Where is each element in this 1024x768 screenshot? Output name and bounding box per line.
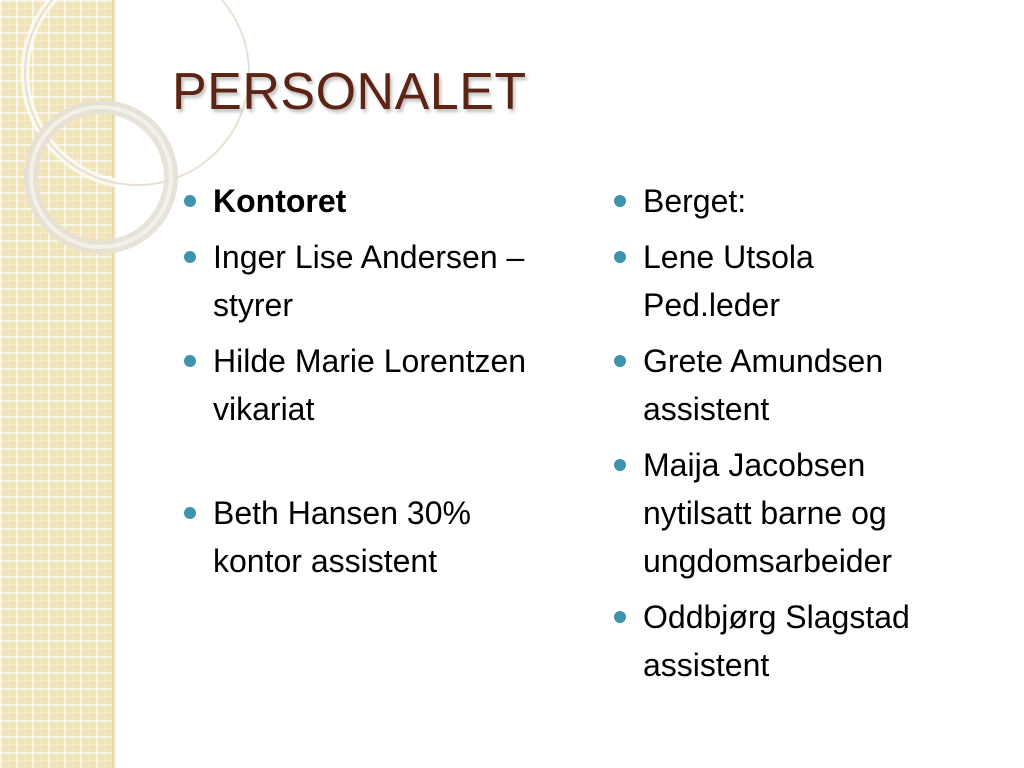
left-bullet-list — [184, 177, 544, 593]
decorative-side-strip — [0, 0, 112, 768]
bullet-dot-icon — [614, 459, 626, 471]
list-item-text: Inger Lise Andersen – styrer — [213, 239, 525, 323]
list-item-text: Grete Amundsen assistent — [643, 343, 884, 427]
list-item-kontoret — [184, 177, 544, 225]
bullet-dot-icon — [614, 195, 626, 207]
list-item-hilde-marie-lorentzen — [184, 337, 544, 433]
side-strip-edge — [112, 0, 116, 768]
list-item-grete-amundsen — [614, 337, 954, 433]
bullet-dot-icon — [184, 251, 196, 263]
list-item-inger-lise-andersen — [184, 233, 544, 329]
list-item-lene-utsola — [614, 233, 954, 329]
list-item-beth-hansen — [184, 489, 544, 585]
list-item-text: Lene Utsola Ped.leder — [643, 239, 814, 323]
list-item-text: Oddbjørg Slagstad assistent — [643, 599, 910, 683]
bullet-dot-icon — [184, 355, 196, 367]
list-item-oddbjorg-slagstad — [614, 593, 954, 689]
bullet-dot-icon — [614, 611, 626, 623]
list-item-text: Berget: — [643, 183, 747, 219]
bullet-dot-icon — [184, 507, 196, 519]
list-item-text: Beth Hansen 30% kontor assistent — [213, 495, 471, 579]
list-item-text: Maija Jacobsen nytilsatt barne og ungdomsarbeider — [643, 447, 893, 579]
bullet-dot-icon — [614, 251, 626, 263]
list-item-maija-jacobsen — [614, 441, 954, 585]
slide-title: PERSONALET — [172, 63, 527, 121]
list-item-text: Kontoret — [213, 183, 347, 219]
bullet-dot-icon — [184, 195, 196, 207]
list-item-text: Hilde Marie Lorentzen vikariat — [213, 343, 527, 427]
list-item-berget — [614, 177, 954, 225]
bullet-dot-icon — [614, 355, 626, 367]
right-bullet-list — [614, 177, 954, 697]
